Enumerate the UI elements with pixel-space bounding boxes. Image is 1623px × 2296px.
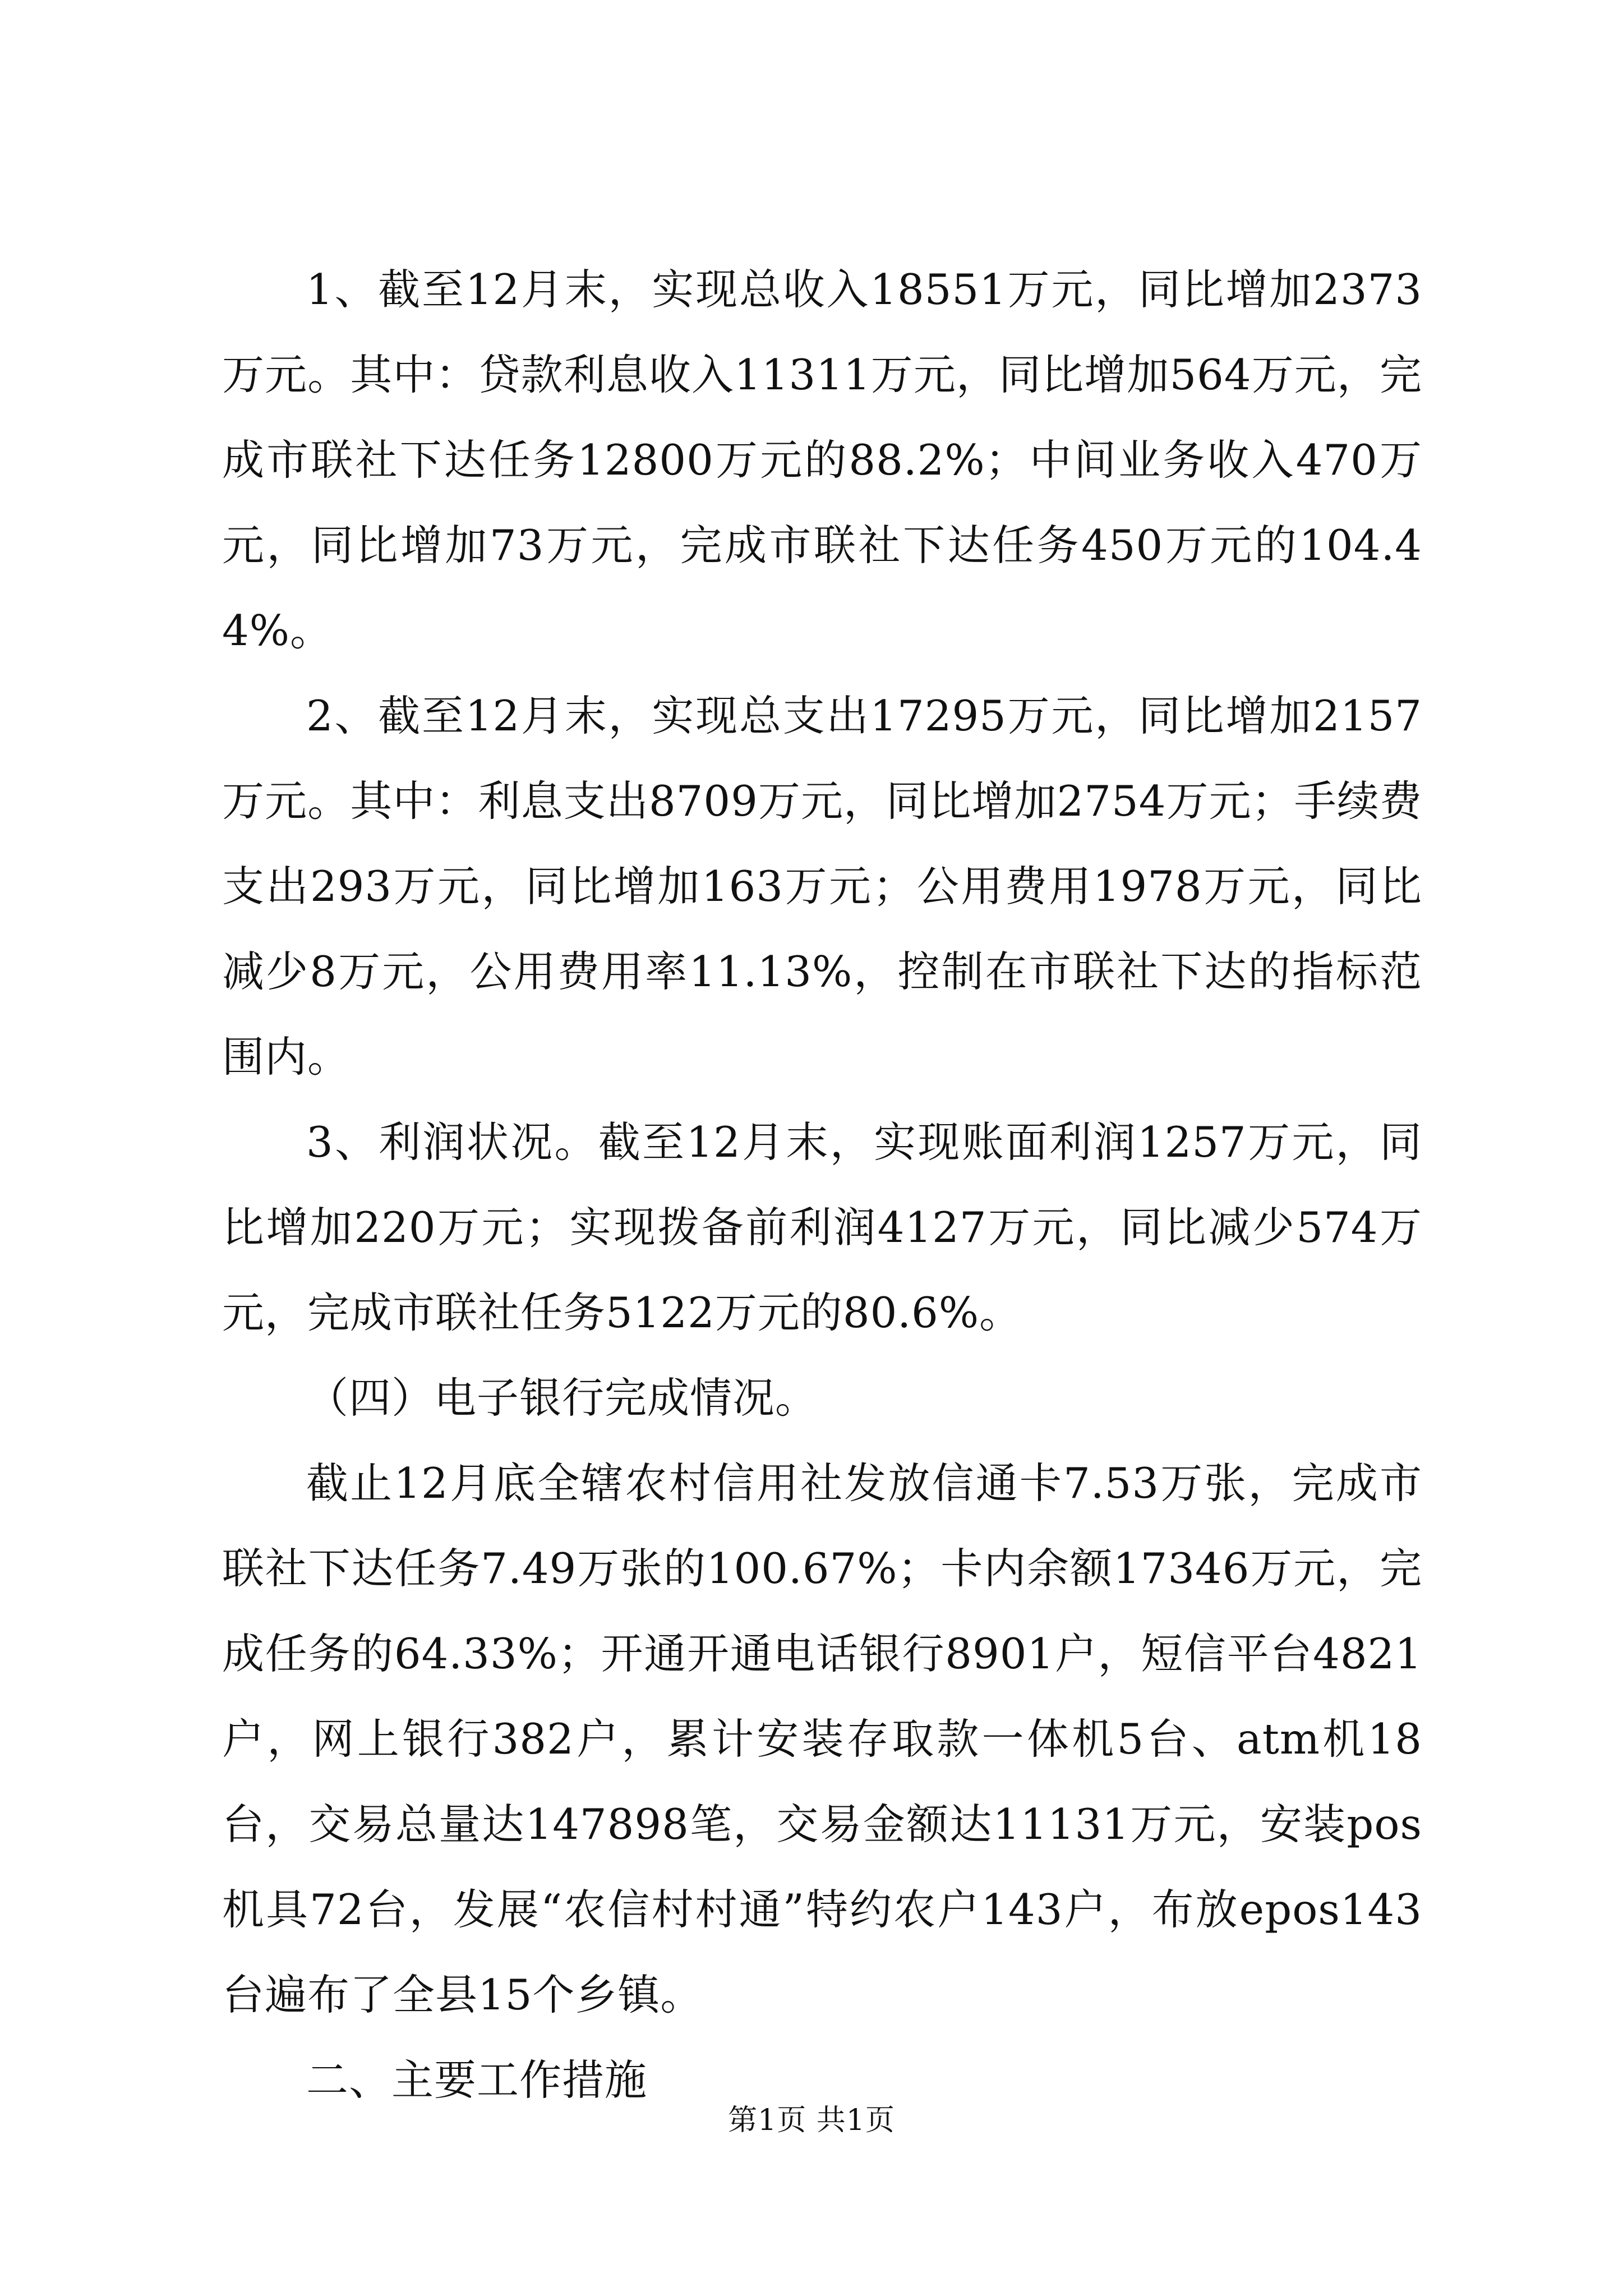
section-heading-measures: 二、主要工作措施 — [306, 2055, 648, 2105]
page-footer: 第1页 共1页 — [728, 2104, 895, 2137]
paragraph-total-income: 1、截至12月末，实现总收入18551万元，同比增加2373万元。其中：贷款利息收入11311万元，同比增加564万元，完成市联社下达任务12800万元的88.2%；中间业务收入470万元，同比增加73万元，完成市联社下达任务450万元的104.44%。 — [222, 265, 1422, 655]
document-body — [222, 247, 1422, 2123]
section-heading-ebanking: （四）电子银行完成情况。 — [306, 1373, 818, 1423]
paragraph-profit: 3、利润状况。截至12月末，实现账面利润1257万元，同比增加220万元；实现拨备前利润4127万元，同比减少574万元，完成市联社任务5122万元的80.6%。 — [222, 1117, 1422, 1337]
paragraph-total-expense: 2、截至12月末，实现总支出17295万元，同比增加2157万元。其中：利息支出8709万元，同比增加2754万元；手续费支出293万元，同比增加163万元；公用费用1978万元，同比减少8万元，公用费用率11.13%，控制在市联社下达的指标范围内。 — [222, 691, 1422, 1082]
paragraph-ebanking: 截止12月底全辖农村信用社发放信通卡7.53万张，完成市联社下达任务7.49万张的100.67%；卡内余额17346万元，完成任务的64.33%；开通开通电话银行8901户，短信平台4821户，网上银行382户，累计安装存取款一体机5台、atm机18台，交易总量达147898笔，交易金额达11131万元，安装pos机具72台，发展“农信村村通”特约农户143户，布放epos143台遍布了全县15个乡镇。 — [222, 1458, 1422, 2019]
